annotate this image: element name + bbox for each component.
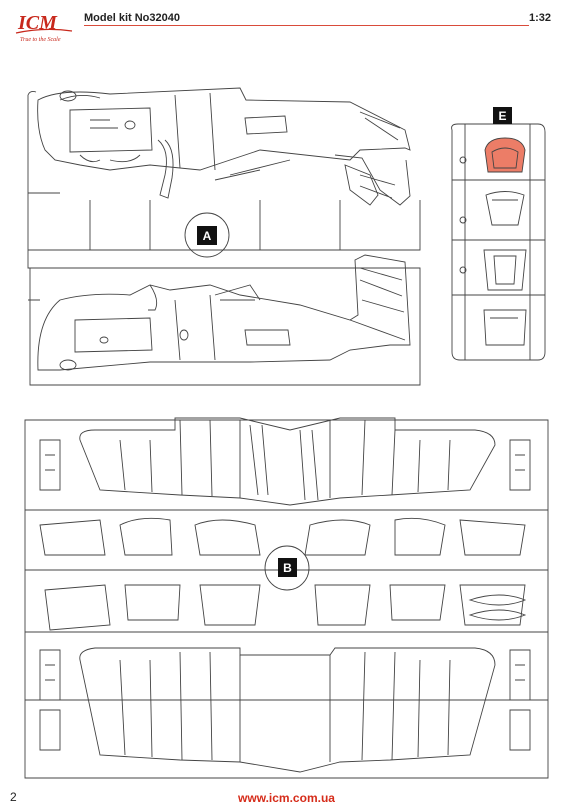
sprue-b [25,418,548,778]
sprue-e [452,124,545,360]
sprue-b-label: B [283,561,292,575]
model-kit-number: Model kit No32040 [84,12,180,24]
sprue-e-label: E [498,109,507,123]
svg-text:True to the Scale: True to the Scale [20,37,61,43]
sprue-a [28,88,420,385]
page-number: 2 [10,790,17,804]
scale-label: 1:32 [528,12,551,24]
website-link[interactable]: www.icm.com.ua [238,791,335,805]
svg-text:ICM: ICM [18,12,57,34]
sprue-a-label: A [202,229,212,243]
